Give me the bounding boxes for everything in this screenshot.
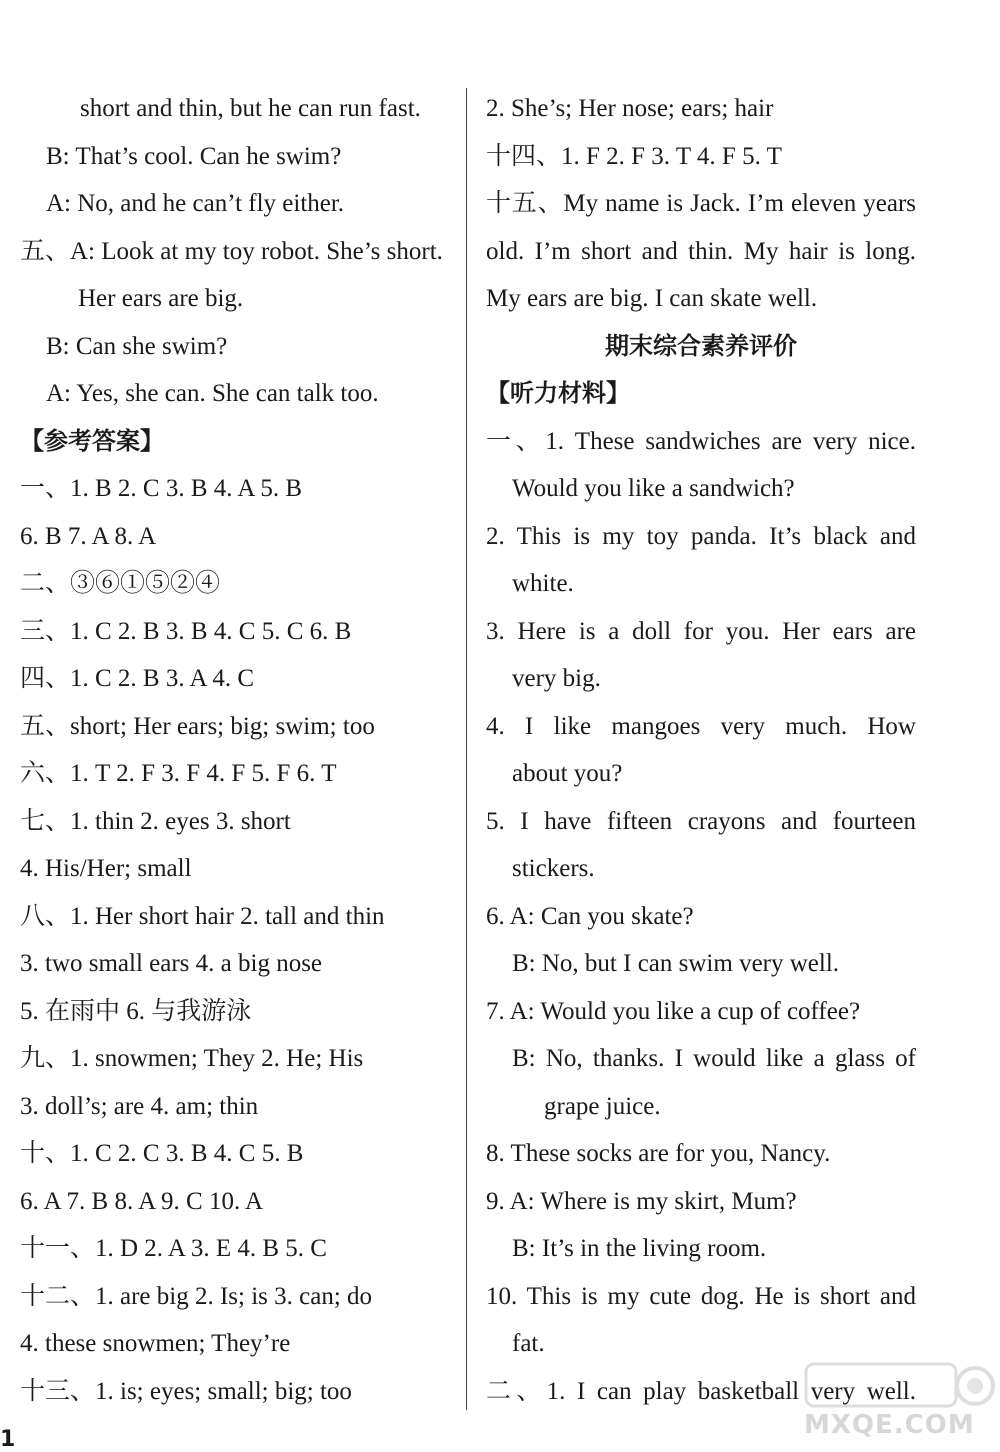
left-column-line: 十一、1. D 2. A 3. E 4. B 5. C	[20, 1235, 327, 1262]
page-number-fragment: 1	[0, 1427, 16, 1452]
watermark-logo	[800, 1358, 996, 1444]
right-column-line: stickers.	[512, 855, 595, 882]
right-column-line: 一、1. These sandwiches are very nice.	[486, 427, 916, 455]
right-column-line: 7. A: Would you like a cup of coffee?	[486, 997, 861, 1025]
right-column-line: B: No, but I can swim very well.	[512, 950, 840, 977]
right-column-line: Would you like a sandwich?	[512, 475, 795, 502]
right-column-line: My ears are big. I can skate well.	[486, 285, 818, 312]
left-column-line: 4. His/Her; small	[20, 855, 192, 882]
left-column-line: 3. two small ears 4. a big nose	[20, 950, 323, 977]
left-column-line: 五、A: Look at my toy robot. She’s short.	[20, 237, 443, 265]
right-column-line: 10. This is my cute dog. He is short and	[486, 1282, 916, 1310]
right-column-line: 8. These socks are for you, Nancy.	[486, 1140, 831, 1167]
right-column-line: 2. This is my toy panda. It’s black and	[486, 522, 916, 550]
right-column-line: B: No, thanks. I would like a glass of	[512, 1045, 916, 1072]
right-column-line: B: It’s in the living room.	[512, 1235, 767, 1262]
left-column-line: 6. B 7. A 8. A	[20, 522, 157, 550]
right-column-line: 【听力材料】	[486, 379, 630, 407]
right-column-line: grape juice.	[544, 1092, 661, 1120]
left-column-line: short and thin, but he can run fast.	[80, 95, 421, 122]
left-column-line: 十、1. C 2. C 3. B 4. C 5. B	[20, 1140, 304, 1167]
right-column-line: 4. I like mangoes very much. How	[486, 712, 916, 740]
left-column-line: 七、1. thin 2. eyes 3. short	[20, 807, 291, 835]
right-column-line: 3. Here is a doll for you. Her ears are	[486, 617, 916, 645]
left-column-line: Her ears are big.	[78, 285, 244, 312]
left-column-line: 九、1. snowmen; They 2. He; His	[20, 1045, 364, 1072]
left-column-line: 【参考答案】	[20, 426, 164, 455]
left-column-line: 十二、1. are big 2. Is; is 3. can; do	[20, 1282, 373, 1310]
right-column-line: old. I’m short and thin. My hair is long.	[486, 237, 916, 265]
right-column-line: very big.	[512, 665, 601, 692]
left-column-line: A: No, and he can’t fly either.	[46, 190, 345, 217]
left-column-line: A: Yes, she can. She can talk too.	[46, 380, 379, 407]
left-column-line: B: That’s cool. Can he swim?	[46, 142, 342, 170]
left-column-line: 十三、1. is; eyes; small; big; too	[20, 1377, 352, 1405]
right-column-line: 十五、My name is Jack. I’m eleven years	[486, 190, 916, 217]
right-column-line: 6. A: Can you skate?	[486, 902, 694, 930]
left-column-line: 4. these snowmen; They’re	[20, 1330, 291, 1357]
right-column-line: 期末综合素养评价	[605, 331, 797, 360]
right-column-line: 2. She’s; Her nose; ears; hair	[486, 95, 774, 122]
right-column-line: about you?	[512, 760, 623, 787]
right-column-line: 十四、1. F 2. F 3. T 4. F 5. T	[486, 142, 782, 170]
left-column-line: 5. 在雨中 6. 与我游泳	[20, 997, 252, 1025]
right-column-line: 二、1. I can play basketball very well.	[486, 1377, 916, 1405]
left-column-line: 五、short; Her ears; big; swim; too	[20, 712, 375, 740]
right-column-line: 9. A: Where is my skirt, Mum?	[486, 1187, 797, 1215]
left-column-line: 二、③⑥①⑤②④	[20, 570, 221, 597]
left-column-line: 一、1. B 2. C 3. B 4. A 5. B	[20, 475, 302, 502]
right-column-line: 5. I have fifteen crayons and fourteen	[486, 807, 916, 835]
column-divider	[466, 88, 467, 1410]
left-column-line: 八、1. Her short hair 2. tall and thin	[20, 902, 385, 930]
right-column	[486, 85, 916, 1415]
watermark-emblem-icon	[800, 1358, 996, 1414]
left-column	[20, 85, 450, 1415]
right-column-line: white.	[512, 570, 574, 597]
left-column-line: 3. doll’s; are 4. am; thin	[20, 1092, 259, 1120]
left-column-line: B: Can she swim?	[46, 332, 228, 360]
watermark-text: MXQE.COM	[804, 1410, 975, 1440]
right-column-line: fat.	[512, 1330, 545, 1357]
left-column-line: 四、1. C 2. B 3. A 4. C	[20, 665, 255, 692]
left-column-line: 三、1. C 2. B 3. B 4. C 5. C 6. B	[20, 617, 352, 645]
left-column-line: 六、1. T 2. F 3. F 4. F 5. F 6. T	[20, 760, 337, 787]
left-column-line: 6. A 7. B 8. A 9. C 10. A	[20, 1187, 264, 1215]
